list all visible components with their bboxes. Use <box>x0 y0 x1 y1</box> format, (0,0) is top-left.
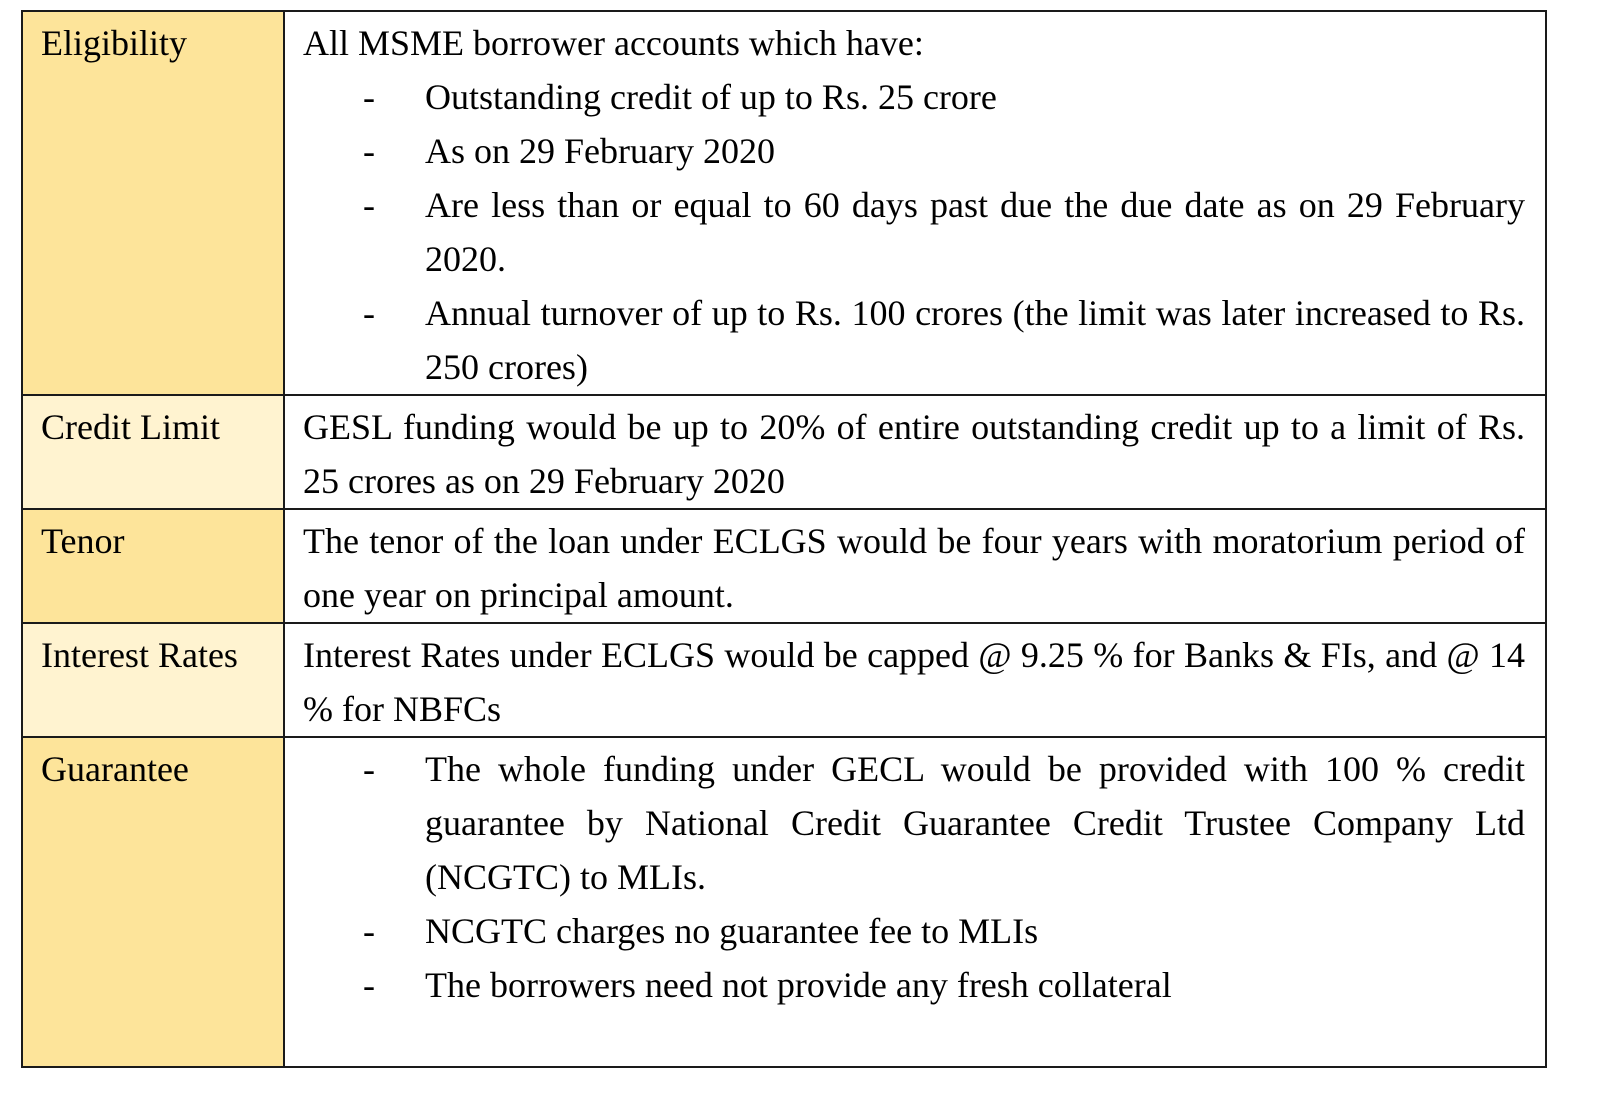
row-content-guarantee <box>284 737 1546 1067</box>
table-row-tenor <box>22 509 1546 623</box>
row-content-eligibility <box>284 11 1546 395</box>
row-label-guarantee <box>22 737 284 1067</box>
eligibility-bullet-list <box>303 70 1525 394</box>
table-row-credit-limit <box>22 395 1546 509</box>
row-content-tenor <box>284 509 1546 623</box>
bullet-dash: - <box>363 77 375 117</box>
row-label-eligibility <box>22 11 284 395</box>
row-label-text: Interest Rates <box>41 635 238 675</box>
list-item <box>303 958 1525 1012</box>
bullet-dash: - <box>363 185 375 225</box>
row-label-tenor <box>22 509 284 623</box>
tenor-text: The tenor of the loan under ECLGS would be four years with moratorium period of one year on principal amount. <box>303 521 1525 615</box>
bullet-dash: - <box>363 131 375 171</box>
list-item <box>303 286 1525 394</box>
table-row-interest-rates <box>22 623 1546 737</box>
table-row-eligibility <box>22 11 1546 395</box>
row-label-text: Guarantee <box>41 749 189 789</box>
row-label-text: Eligibility <box>41 23 188 63</box>
bullet-text: Are less than or equal to 60 days past due the due date as on 29 February 2020. <box>425 185 1525 279</box>
bullet-dash: - <box>363 911 375 951</box>
list-item <box>303 70 1525 124</box>
row-content-credit-limit <box>284 395 1546 509</box>
bullet-dash: - <box>363 293 375 333</box>
eligibility-intro: All MSME borrower accounts which have: <box>303 23 924 63</box>
row-label-text: Credit Limit <box>41 407 220 447</box>
bullet-text: The borrowers need not provide any fresh collateral <box>425 965 1172 1005</box>
list-item <box>303 742 1525 904</box>
bullet-dash: - <box>363 965 375 1005</box>
bullet-text: Annual turnover of up to Rs. 100 crores (the limit was later increased to Rs. 250 crores) <box>425 293 1525 387</box>
row-content-interest-rates <box>284 623 1546 737</box>
bullet-text: The whole funding under GECL would be provided with 100 % credit guarantee by National Credit Guarantee Credit Trustee Company Ltd (NCGTC) to MLIs. <box>425 749 1525 897</box>
interest-rates-text: Interest Rates under ECLGS would be capped @ 9.25 % for Banks & FIs, and @ 14 % for NBFCs <box>303 635 1525 729</box>
list-item <box>303 904 1525 958</box>
bullet-text: As on 29 February 2020 <box>425 131 775 171</box>
table-row-guarantee <box>22 737 1546 1067</box>
guarantee-bullet-list <box>303 742 1525 1012</box>
bullet-text: NCGTC charges no guarantee fee to MLIs <box>425 911 1039 951</box>
row-label-credit-limit <box>22 395 284 509</box>
list-item <box>303 178 1525 286</box>
row-label-interest-rates <box>22 623 284 737</box>
bullet-dash: - <box>363 749 375 789</box>
credit-limit-text: GESL funding would be up to 20% of entire outstanding credit up to a limit of Rs. 25 crores as on 29 February 2020 <box>303 407 1525 501</box>
row-label-text: Tenor <box>41 521 125 561</box>
scheme-table <box>21 10 1547 1068</box>
list-item <box>303 124 1525 178</box>
bullet-text: Outstanding credit of up to Rs. 25 crore <box>425 77 997 117</box>
